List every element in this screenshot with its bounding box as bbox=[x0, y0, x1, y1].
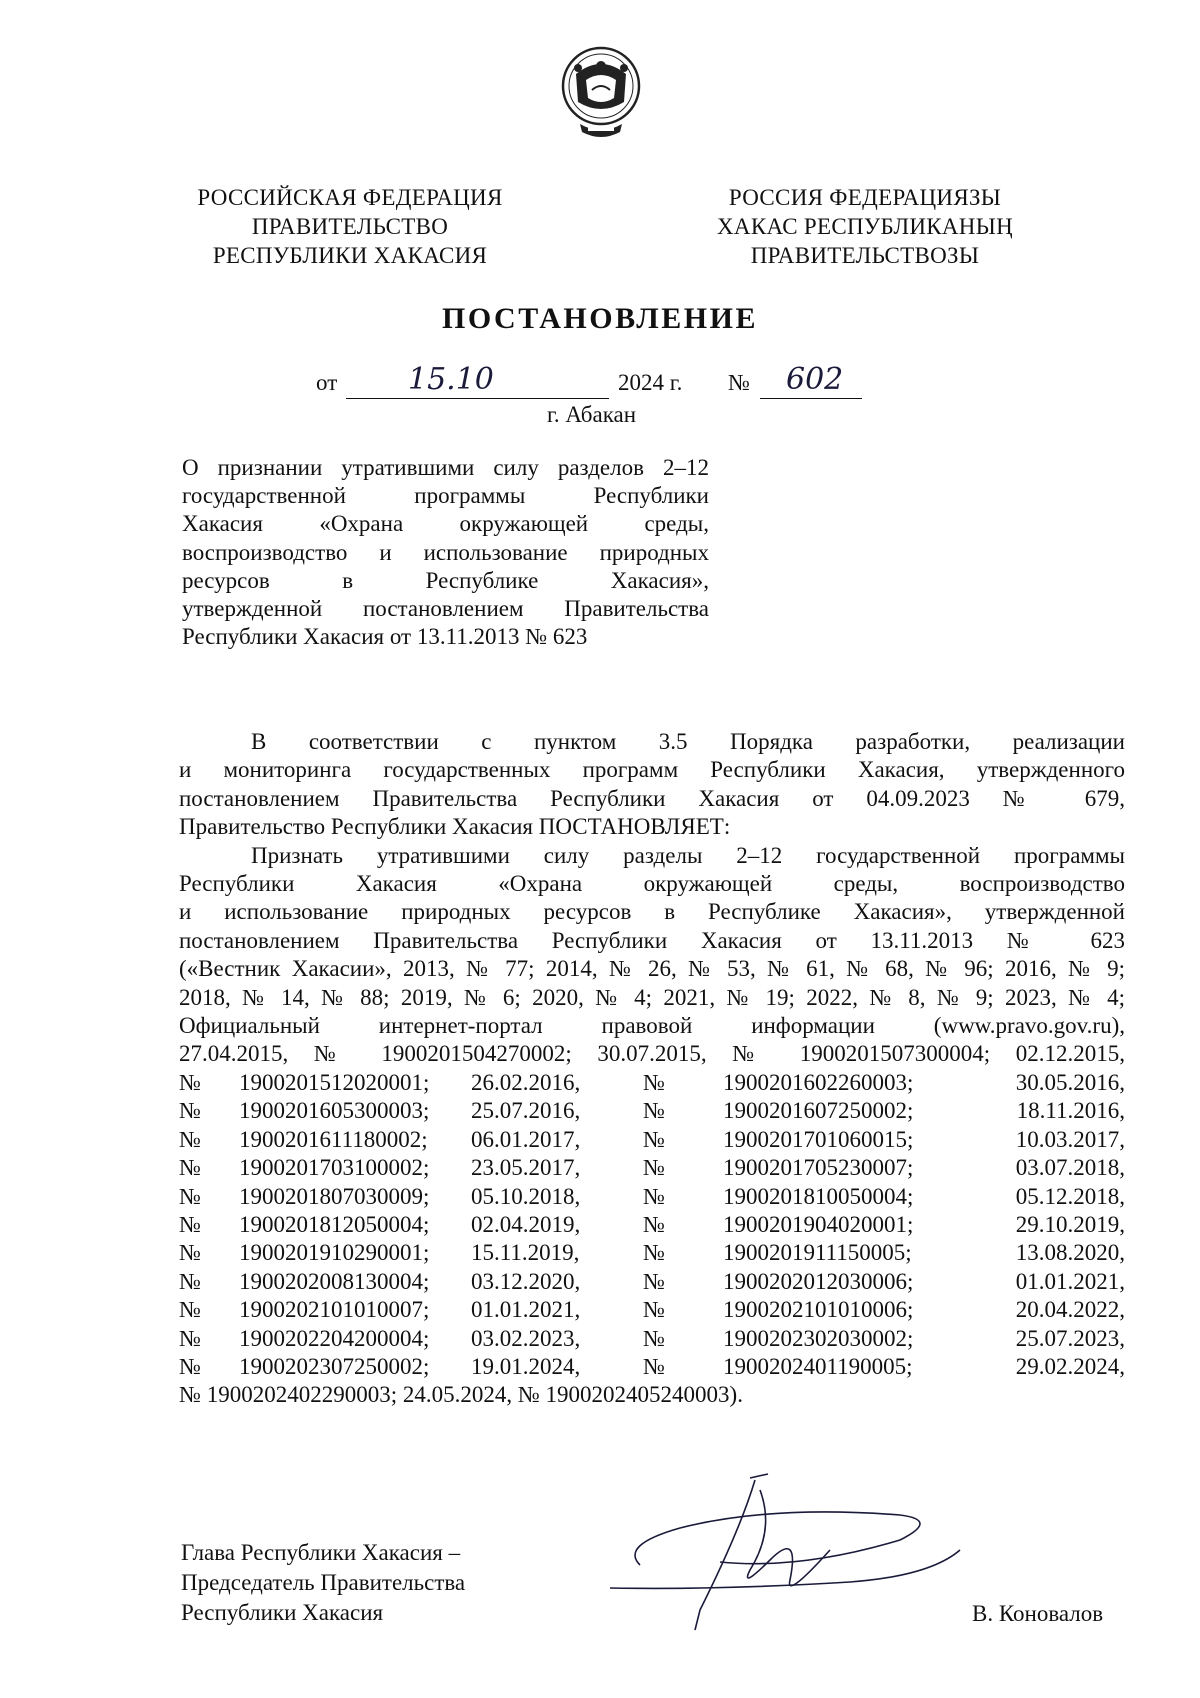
number-blank-line bbox=[760, 398, 862, 399]
publication-cell: 1900201512020001; bbox=[239, 1069, 430, 1095]
signatory-title bbox=[181, 1538, 465, 1628]
publication-cell: 18.11.2016, bbox=[1016, 1098, 1125, 1124]
publication-row bbox=[179, 1097, 1125, 1125]
publication-cell: 19.01.2024, bbox=[471, 1353, 581, 1379]
publication-cell: № bbox=[179, 1069, 201, 1095]
publication-cell: 03.12.2020, bbox=[471, 1268, 581, 1294]
publication-cell: 15.11.2019, bbox=[471, 1240, 580, 1266]
number-label: № bbox=[728, 370, 750, 395]
signatory-title-line: Глава Республики Хакасия – bbox=[181, 1540, 461, 1565]
publication-cell: 1900202101010007; bbox=[239, 1297, 430, 1323]
publication-cell: № bbox=[179, 1098, 201, 1124]
handwritten-number: 602 bbox=[786, 362, 844, 397]
publication-cell: № bbox=[179, 1126, 201, 1152]
publication-cell: 29.02.2024, bbox=[1015, 1353, 1125, 1379]
document-title: ПОСТАНОВЛЕНИЕ bbox=[442, 302, 758, 335]
publication-cell: № bbox=[179, 1325, 201, 1351]
subject-line: Хакасия «Охрана окружающей среды, bbox=[182, 511, 709, 537]
publication-cell: 1900201812050004; bbox=[239, 1211, 430, 1237]
decree-line: Признать утратившими силу разделы 2–12 государственной программы bbox=[251, 842, 1125, 868]
subject-line: О признании утратившими силу разделов 2–12 bbox=[182, 455, 709, 480]
publication-row bbox=[179, 1325, 1125, 1353]
publication-row bbox=[179, 1154, 1125, 1182]
header-right-line: ХАКАС РЕСПУБЛИКАНЫҢ bbox=[717, 214, 1013, 239]
publication-cell: 13.08.2020, bbox=[1015, 1240, 1125, 1266]
publication-cell: 1900202101010006; bbox=[723, 1297, 914, 1323]
publication-row bbox=[179, 1211, 1125, 1239]
publication-cell: 1900201703100002; bbox=[239, 1155, 430, 1181]
publication-row bbox=[179, 1353, 1125, 1381]
publication-cell: 1900201605300003; bbox=[239, 1098, 430, 1124]
publication-cell: № bbox=[643, 1240, 665, 1266]
publication-cell: 30.05.2016, bbox=[1015, 1069, 1125, 1095]
handwritten-date: 15.10 bbox=[408, 362, 494, 397]
preamble-line: постановлением Правительства Республики Хакасия от 04.09.2023 № 679, bbox=[179, 785, 1125, 811]
publication-row bbox=[179, 1268, 1125, 1296]
signatory-name: В. Коновалов bbox=[972, 1601, 1104, 1626]
publication-cell: 1900202008130004; bbox=[239, 1268, 430, 1294]
publication-cell: № bbox=[643, 1155, 665, 1181]
publication-row bbox=[179, 1296, 1125, 1324]
publication-cell: 1900201810050004; bbox=[723, 1183, 914, 1209]
publication-cell: № bbox=[643, 1126, 665, 1152]
from-label: от bbox=[316, 370, 338, 395]
publication-cell: 1900201807030009; bbox=[239, 1183, 430, 1209]
preamble-line: и мониторинга государственных программ Республики Хакасия, утвержденного bbox=[179, 757, 1125, 783]
publication-cell: 03.07.2018, bbox=[1015, 1155, 1125, 1181]
subject-line: Республики Хакасия от 13.11.2013 № 623 bbox=[182, 624, 588, 650]
city-line: г. Абакан bbox=[547, 402, 637, 427]
publication-cell: 1900201607250002; bbox=[723, 1098, 914, 1124]
publication-cell: 03.02.2023, bbox=[471, 1325, 581, 1351]
document-body bbox=[179, 728, 1125, 1410]
publication-cell: 10.03.2017, bbox=[1015, 1126, 1125, 1152]
header-left-line: РОССИЙСКАЯ ФЕДЕРАЦИЯ bbox=[197, 185, 503, 210]
decree-last-line: № 1900202402290003; 24.05.2024, № 1900202405240003). bbox=[179, 1382, 743, 1408]
publication-cell: 06.01.2017, bbox=[471, 1126, 581, 1152]
header-right bbox=[690, 183, 1040, 270]
publication-cell: № bbox=[643, 1325, 665, 1351]
decree-line: и использование природных ресурсов в Республике Хакасия», утвержденной bbox=[179, 899, 1125, 925]
publication-cell: 02.04.2019, bbox=[471, 1211, 581, 1237]
publication-cell: № bbox=[643, 1183, 665, 1209]
year-label: 2024 г. bbox=[618, 370, 683, 395]
publication-cell: 1900201904020001; bbox=[723, 1211, 914, 1237]
decree-line: 2018, № 14, № 88; 2019, № 6; 2020, № 4; 2021, № 19; 2022, № 8, № 9; 2023, № 4; bbox=[179, 984, 1125, 1010]
publication-cell: 01.01.2021, bbox=[1015, 1268, 1125, 1294]
publication-row bbox=[179, 1069, 1125, 1097]
publication-cell: 1900202401190005; bbox=[723, 1353, 913, 1379]
subject-line: государственной программы Республики bbox=[182, 483, 709, 509]
publication-cell: № bbox=[643, 1353, 665, 1379]
subject-line: ресурсов в Республике Хакасия», bbox=[182, 567, 709, 593]
date-blank-line bbox=[346, 398, 609, 399]
publication-cell: № bbox=[643, 1069, 665, 1095]
subject-line: утвержденной постановлением Правительства bbox=[182, 596, 709, 622]
publication-cell: № bbox=[179, 1353, 201, 1379]
header-left bbox=[160, 183, 540, 270]
publication-cell: 25.07.2023, bbox=[1015, 1325, 1125, 1351]
decree-line: («Вестник Хакасии», 2013, № 77; 2014, № 26, № 53, № 61, № 68, № 96; 2016, № 9; bbox=[179, 956, 1125, 982]
publication-cell: № bbox=[643, 1098, 665, 1124]
publication-cell: 1900202302030002; bbox=[723, 1325, 914, 1351]
publication-cell: 25.07.2016, bbox=[471, 1098, 581, 1124]
signatory-title-line: Республики Хакасия bbox=[181, 1600, 384, 1625]
publication-cell: 01.01.2021, bbox=[471, 1297, 581, 1323]
publication-cell: 1900201701060015; bbox=[723, 1126, 914, 1152]
publication-cell: № bbox=[643, 1211, 665, 1237]
publication-cell: 29.10.2019, bbox=[1015, 1211, 1125, 1237]
preamble-line: В соответствии с пунктом 3.5 Порядка разработки, реализации bbox=[251, 729, 1125, 754]
subject-line: воспроизводство и использование природных bbox=[182, 539, 709, 565]
publication-list bbox=[179, 1069, 1125, 1381]
decree-line: Официальный интернет-портал правовой информации (www.pravo.gov.ru), bbox=[179, 1013, 1125, 1039]
publication-cell: 1900202204200004; bbox=[239, 1325, 430, 1351]
publication-cell: № bbox=[179, 1211, 201, 1237]
publication-cell: 1900201910290001; bbox=[239, 1240, 430, 1266]
header-right-line: РОССИЯ ФЕДЕРАЦИЯЗЫ bbox=[728, 185, 1002, 210]
publication-row bbox=[179, 1239, 1125, 1267]
publication-cell: № bbox=[179, 1297, 201, 1323]
publication-cell: № bbox=[643, 1297, 665, 1323]
publication-cell: № bbox=[179, 1183, 201, 1209]
preamble-line: Правительство Республики Хакасия ПОСТАНОВЛЯЕТ: bbox=[179, 814, 731, 840]
publication-cell: 05.12.2018, bbox=[1015, 1183, 1125, 1209]
publication-cell: 1900202012030006; bbox=[723, 1268, 914, 1294]
publication-cell: 05.10.2018, bbox=[471, 1183, 581, 1209]
decree-line: 27.04.2015, № 1900201504270002; 30.07.2015, № 1900201507300004; 02.12.2015, bbox=[179, 1041, 1125, 1067]
publication-cell: 23.05.2017, bbox=[471, 1155, 581, 1181]
publication-cell: 26.02.2016, bbox=[471, 1069, 581, 1095]
publication-cell: 1900201705230007; bbox=[723, 1155, 914, 1181]
decree-line: Республики Хакасия «Охрана окружающей среды, воспроизводство bbox=[179, 871, 1125, 897]
publication-row bbox=[179, 1183, 1125, 1211]
publication-row bbox=[179, 1126, 1125, 1154]
publication-cell: 1900201602260003; bbox=[723, 1069, 914, 1095]
publication-cell: 20.04.2022, bbox=[1015, 1297, 1125, 1323]
subject-block bbox=[182, 454, 709, 651]
publication-cell: № bbox=[179, 1240, 201, 1266]
signatory-title-line: Председатель Правительства bbox=[181, 1570, 466, 1595]
publication-cell: № bbox=[179, 1268, 201, 1294]
decree-line: постановлением Правительства Республики Хакасия от 13.11.2013 № 623 bbox=[179, 927, 1125, 953]
handwritten-signature bbox=[600, 1470, 980, 1640]
publication-cell: № bbox=[179, 1155, 201, 1181]
header-right-line: ПРАВИТЕЛЬСТВОЗЫ bbox=[750, 243, 980, 268]
publication-cell: 1900201611180002; bbox=[239, 1126, 428, 1152]
coat-of-arms-emblem bbox=[556, 44, 646, 144]
publication-cell: 1900202307250002; bbox=[239, 1353, 430, 1379]
publication-cell: № bbox=[643, 1268, 665, 1294]
publication-cell: 1900201911150005; bbox=[723, 1240, 912, 1266]
header-left-line: ПРАВИТЕЛЬСТВО bbox=[251, 214, 449, 239]
header-left-line: РЕСПУБЛИКИ ХАКАСИЯ bbox=[212, 243, 488, 268]
